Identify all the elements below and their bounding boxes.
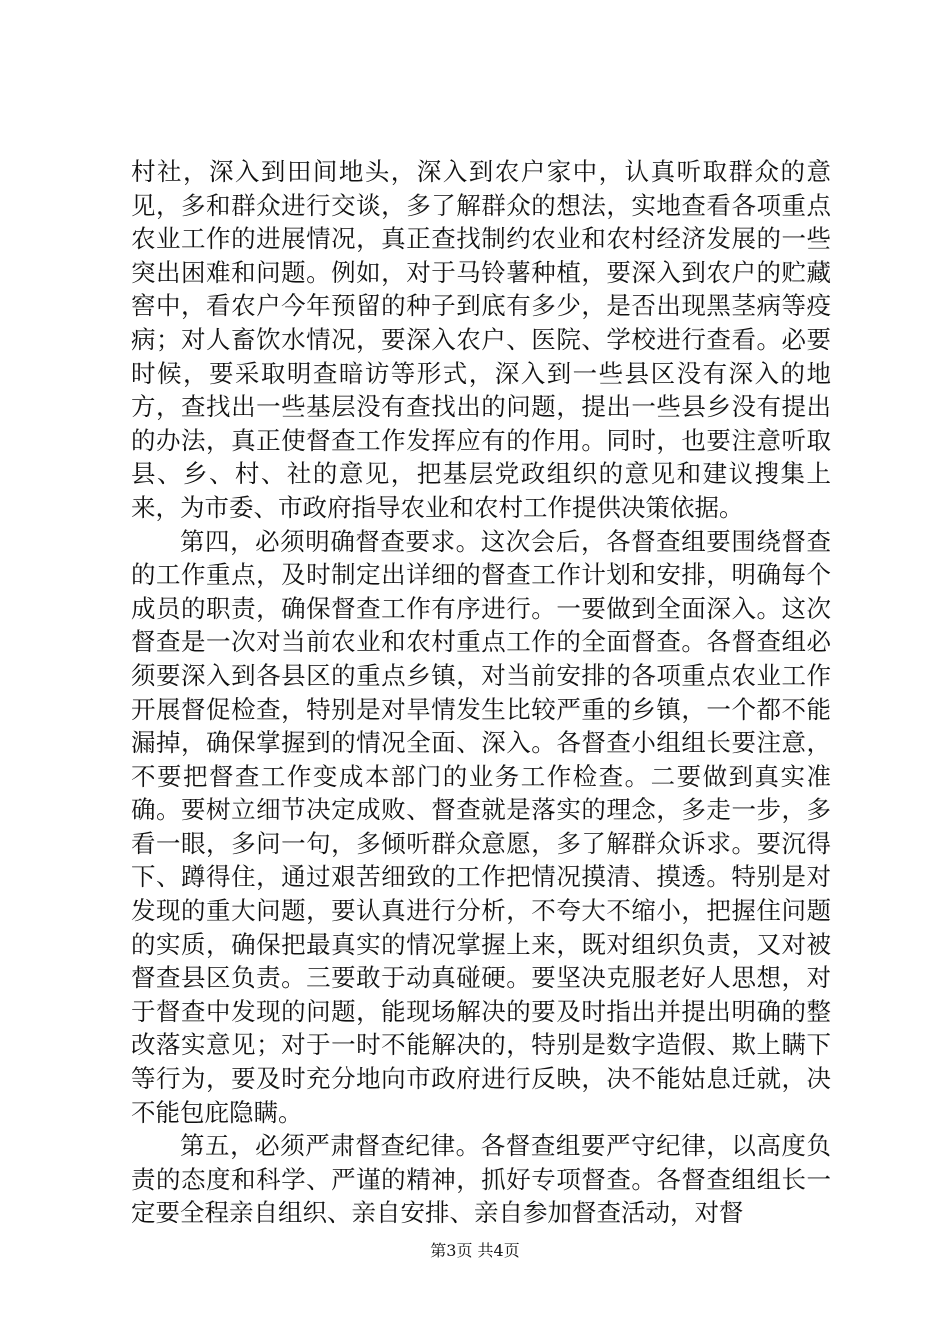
page-number-footer: 第3页 共4页: [430, 1241, 520, 1260]
paragraph-fourth: 第四，必须明确督查要求。这次会后，各督查组要围绕督查的工作重点，及时制定出详细的督查工作计划和安排，明确每个成员的职责，确保督查工作有序进行。一要做到全面深入。这次督查是一次对当前农业和农村重点工作的全面督查。各督查组必须要深入到各县区的重点乡镇，对当前安排的各项重点农业工作开展督促检查，特别是对旱情发生比较严重的乡镇，一个都不能漏掉，确保掌握到的情况全面、深入。各督查小组组长要注意，不要把督查工作变成本部门的业务工作检查。二要做到真实准确。要树立细节决定成败、督查就是落实的理念，多走一步，多看一眼，多问一句，多倾听群众意愿，多了解群众诉求。要沉得下、蹲得住，通过艰苦细致的工作把情况摸清、摸透。特别是对发现的重大问题，要认真进行分析，不夸大不缩小，把握住问题的实质，确保把最真实的情况掌握上来，既对组织负责，又对被督查县区负责。三要敢于动真碰硬。要坚决克服老好人思想，对于督查中发现的问题，能现场解决的要及时指出并提出明确的整改落实意见；对于一时不能解决的，特别是数字造假、欺上瞒下等行为，要及时充分地向市政府进行反映，决不能姑息迁就，决不能包庇隐瞒。: [131, 526, 831, 1127]
paragraph-continuation: 村社，深入到田间地头，深入到农户家中，认真听取群众的意见，多和群众进行交谈，多了解群众的想法，实地查看各项重点农业工作的进展情况，真正查找制约农业和农村经济发展的一些突出困难和问题。例如，对于马铃薯种植，要深入到农户的贮藏窖中，看农户今年预留的种子到底有多少，是否出现黑茎病等疫病；对人畜饮水情况，要深入农户、医院、学校进行查看。必要时候，要采取明查暗访等形式，深入到一些县区没有深入的地方，查找出一些基层没有查找出的问题，提出一些县乡没有提出的办法，真正使督查工作发挥应有的作用。同时，也要注意听取县、乡、村、社的意见，把基层党政组织的意见和建议搜集上来，为市委、市政府指导农业和农村工作提供决策依据。: [131, 157, 831, 522]
document-body: [131, 155, 831, 1230]
paragraph-fifth: 第五，必须严肃督查纪律。各督查组要严守纪律，以高度负责的态度和科学、严谨的精神，抓好专项督查。各督查组组长一定要全程亲自组织、亲自安排、亲自参加督查活动，对督: [131, 1131, 831, 1228]
